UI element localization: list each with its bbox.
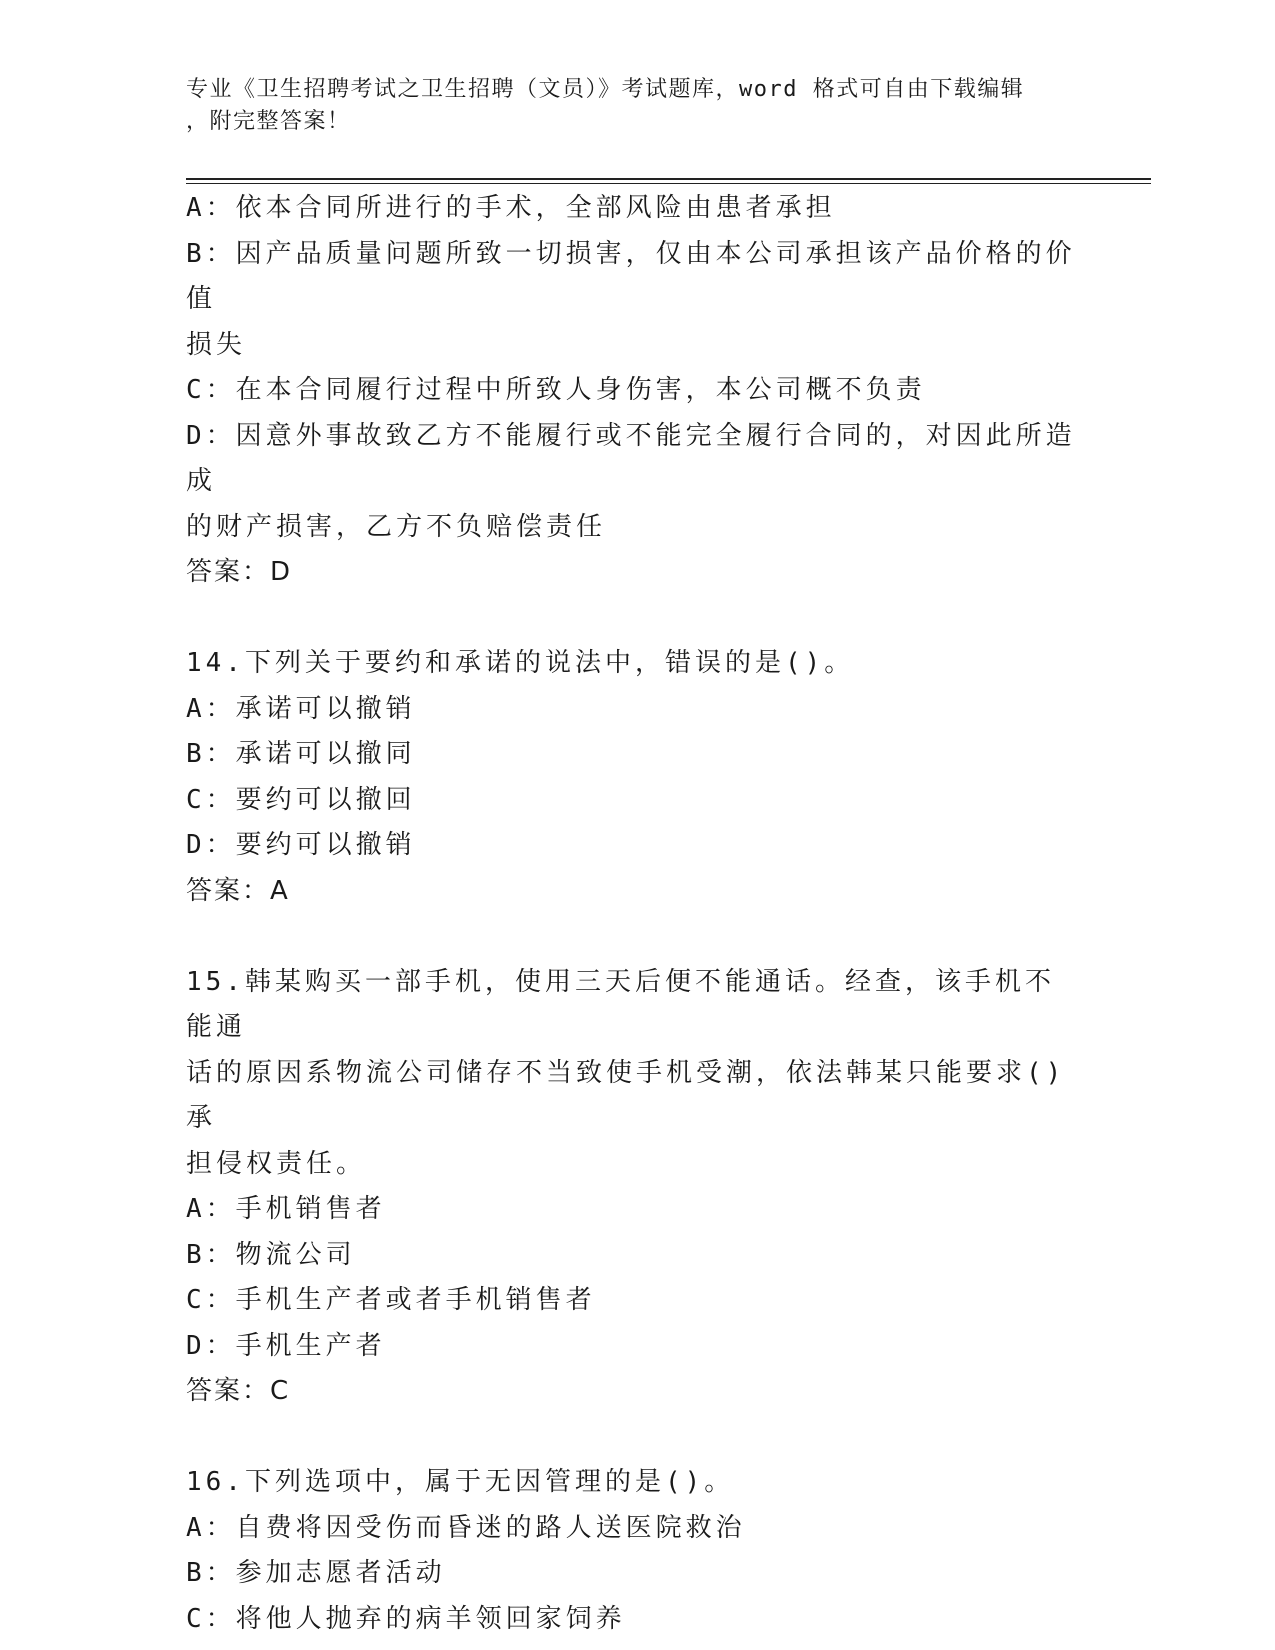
question-content [186, 186, 1076, 1642]
spacer [186, 1415, 1076, 1461]
document-header [186, 74, 1066, 138]
option-c: C：手机生产者或者手机销售者 [186, 1285, 596, 1315]
header-line-2: ，附完整答案！ [186, 109, 351, 134]
spacer [186, 914, 1076, 960]
option-a: A：承诺可以撤销 [186, 693, 416, 724]
option-d: D：因意外事故致乙方不能履行或不能完全履行合同的，对因此所造成 [186, 420, 1076, 496]
question-stem-continued: 话的原因系物流公司储存不当致使手机受潮，依法韩某只能要求()承 [186, 1057, 1066, 1133]
header-line-1: 专业《卫生招聘考试之卫生招聘（文员）》考试题库，word 格式可自由下载编辑 [186, 77, 1025, 102]
option-b: B：参加志愿者活动 [186, 1558, 446, 1588]
question-13 [186, 186, 1076, 596]
header-divider-thick [186, 178, 1151, 180]
answer: 答案：C [186, 1376, 291, 1406]
header-divider-thin [186, 183, 1151, 184]
option-a: A：依本合同所进行的手术，全部风险由患者承担 [186, 193, 836, 223]
option-c: C：要约可以撤回 [186, 784, 416, 815]
answer: 答案：D [186, 557, 293, 587]
option-b: B：物流公司 [186, 1239, 356, 1270]
option-b: B：承诺可以撤同 [186, 739, 416, 769]
question-stem: 16.下列选项中，属于无因管理的是()。 [186, 1467, 735, 1497]
option-d-continued: 的财产损害，乙方不负赔偿责任 [186, 511, 607, 542]
question-stem: 15.韩某购买一部手机，使用三天后便不能通话。经查，该手机不能通 [186, 966, 1055, 1042]
question-14 [186, 641, 1076, 914]
question-16 [186, 1460, 1076, 1642]
question-stem-continued: 担侵权责任。 [186, 1148, 367, 1179]
spacer [186, 596, 1076, 642]
question-stem: 14.下列关于要约和承诺的说法中，错误的是()。 [186, 648, 855, 678]
option-b-continued: 损失 [186, 329, 247, 360]
option-a: A：手机销售者 [186, 1194, 386, 1224]
question-15 [186, 960, 1076, 1415]
option-a: A：自费将因受伤而昏迷的路人送医院救治 [186, 1512, 746, 1543]
option-d: D：要约可以撤销 [186, 830, 416, 860]
option-c: C：将他人抛弃的病羊领回家饲养 [186, 1603, 626, 1634]
answer: 答案：A [186, 875, 290, 906]
option-c: C：在本合同履行过程中所致人身伤害，本公司概不负责 [186, 375, 926, 405]
option-b: B：因产品质量问题所致一切损害，仅由本公司承担该产品价格的价值 [186, 238, 1076, 314]
option-d: D：手机生产者 [186, 1330, 386, 1361]
